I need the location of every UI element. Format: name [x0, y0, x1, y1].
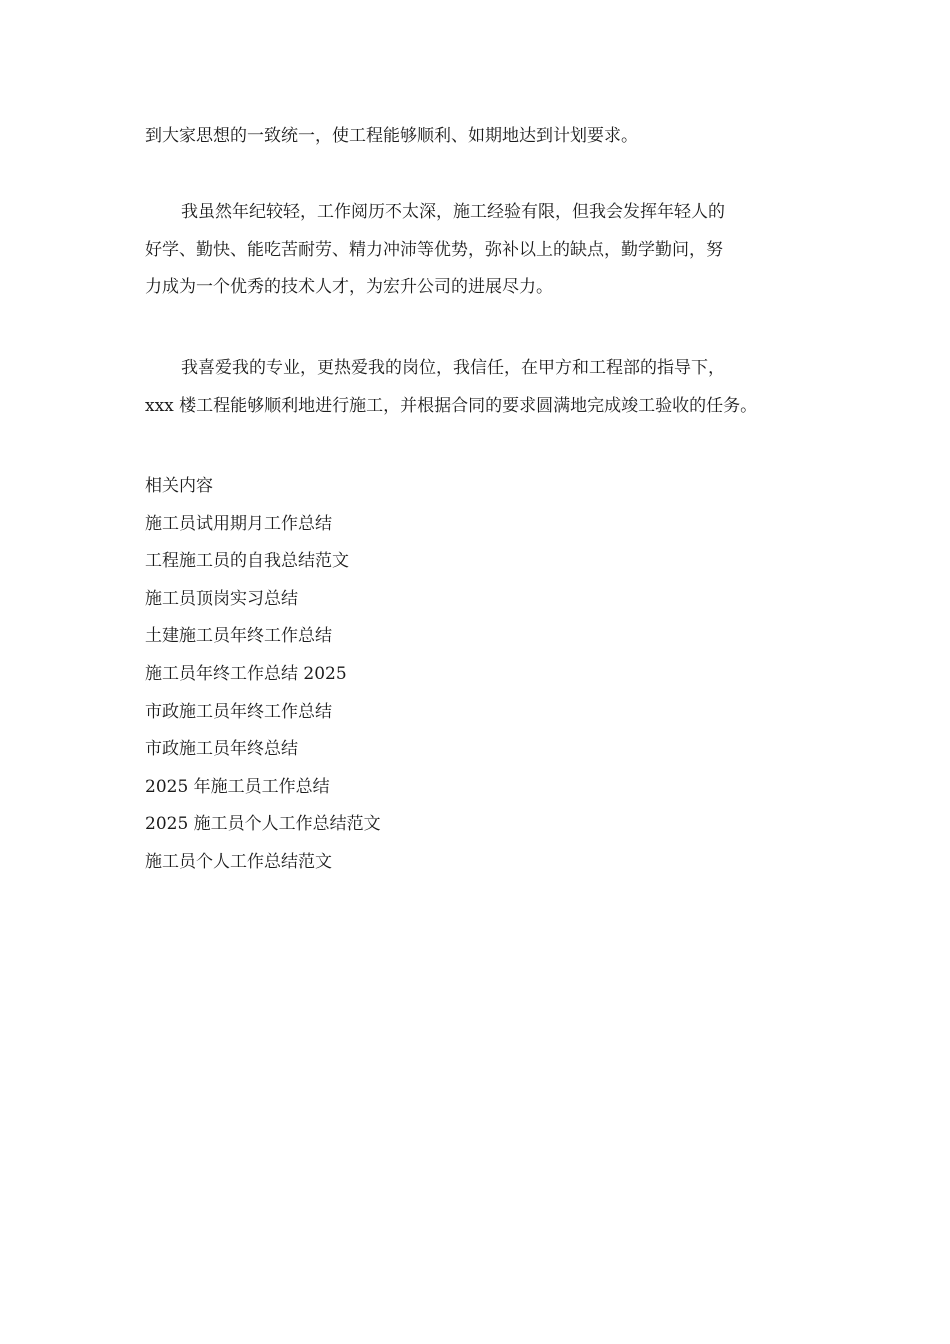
related-link-item[interactable]: 市政施工员年终总结	[145, 739, 298, 760]
paragraph-line: 我虽然年纪较轻，工作阅历不太深，施工经验有限，但我会发挥年轻人的	[181, 202, 725, 222]
paragraph-3	[145, 350, 757, 425]
paragraph-line: 到大家思想的一致统一，使工程能够顺利、如期地达到计划要求。	[145, 126, 638, 146]
paragraph-line: 好学、勤快、能吃苦耐劳、精力冲沛等优势，弥补以上的缺点，勤学勤问，努	[145, 239, 723, 260]
related-link-item[interactable]: 土建施工员年终工作总结	[145, 626, 332, 647]
related-link-item[interactable]: 施工员试用期月工作总结	[145, 513, 332, 534]
paragraph-2	[145, 194, 725, 307]
paragraph-line: 我喜爱我的专业，更热爱我的岗位，我信任，在甲方和工程部的指导下，	[181, 358, 725, 378]
related-link-item[interactable]: 2025 施工员个人工作总结范文	[145, 814, 381, 835]
paragraph-line: 力成为一个优秀的技术人才，为宏升公司的进展尽力。	[145, 277, 553, 297]
related-content-title: 相关内容	[145, 476, 213, 496]
paragraph-line: xxx 楼工程能够顺利地进行施工，并根据合同的要求圆满地完成竣工验收的任务。	[145, 395, 758, 416]
related-link-item[interactable]: 工程施工员的自我总结范文	[145, 551, 349, 572]
related-link-item[interactable]: 市政施工员年终工作总结	[145, 701, 332, 722]
related-content-list	[145, 468, 381, 882]
paragraph-1	[145, 118, 638, 156]
related-link-item[interactable]: 施工员顶岗实习总结	[145, 588, 298, 609]
related-link-item[interactable]: 施工员年终工作总结 2025	[145, 663, 347, 684]
related-link-item[interactable]: 施工员个人工作总结范文	[145, 851, 332, 872]
related-link-item[interactable]: 2025 年施工员工作总结	[145, 776, 330, 797]
